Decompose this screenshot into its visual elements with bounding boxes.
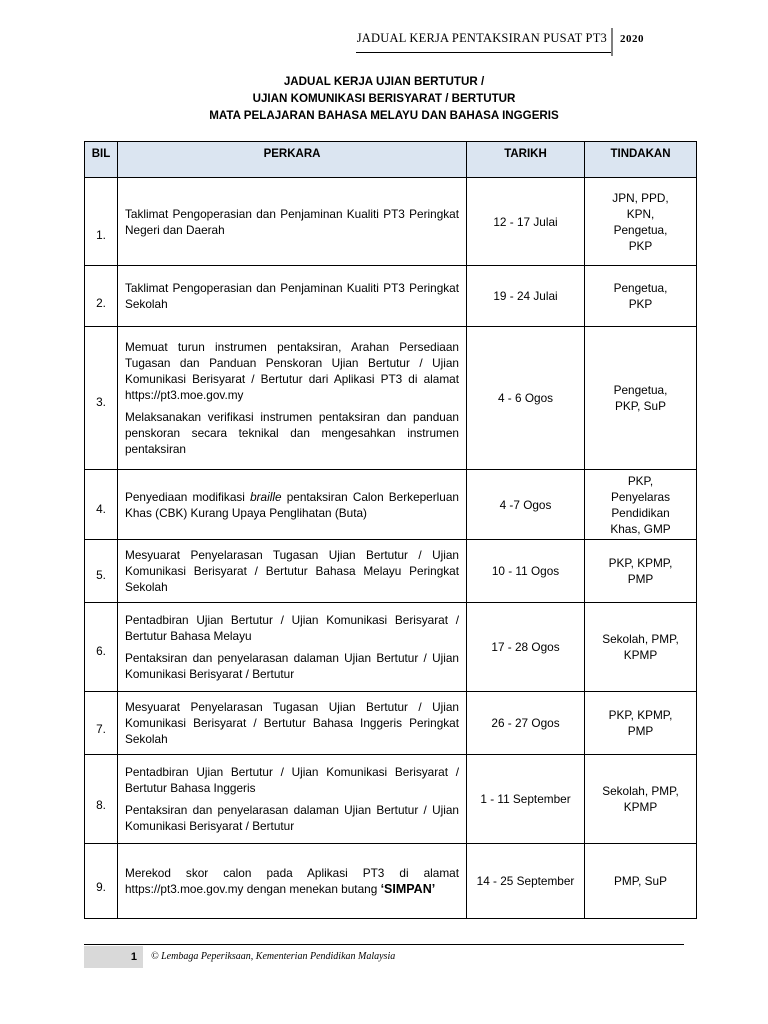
title-line-1: JADUAL KERJA UJIAN BERTUTUR / [283,75,485,88]
document-title [0,73,768,124]
cell-tindakan [585,327,697,470]
col-header-bil: BIL [85,142,118,178]
cell-bil: 5. [85,540,118,603]
cell-perkara [118,178,467,266]
tindakan-line: Pengetua, [613,222,668,237]
simpan-label: ‘SIMPAN’ [380,882,436,896]
tindakan-line: PKP [628,297,653,311]
tindakan-line: PKP [628,238,653,253]
tindakan-line: JPN, PPD, [612,190,669,205]
cell-tarikh: 12 - 17 Julai [467,178,585,266]
perkara-text-pre: Penyediaan modifikasi [125,489,251,504]
cell-tindakan [585,844,697,919]
page-number-box [84,946,143,968]
tindakan-line: Pendidikan [611,505,670,520]
perkara-text: Pentadbiran Ujian Bertutur / Ujian Komunikasi Berisyarat / Bertutur Bahasa Melayu [125,613,459,643]
table-row [85,755,697,844]
cell-tindakan [585,603,697,692]
table-row [85,327,697,470]
schedule-table [84,141,697,919]
header-divider [611,28,613,56]
perkara-text: Pentadbiran Ujian Bertutur / Ujian Komunikasi Berisyarat / Bertutur Bahasa Inggeris [125,765,459,795]
table-row [85,540,697,603]
cell-tarikh: 14 - 25 September [467,844,585,919]
cell-tindakan [585,755,697,844]
perkara-text: Taklimat Pengoperasian dan Penjaminan Kualiti PT3 Peringkat Negeri dan Daerah [125,206,459,237]
table-row [85,692,697,755]
header-year: 2020 [620,33,644,45]
header-title: JADUAL KERJA PENTAKSIRAN PUSAT PT3 [356,31,607,45]
cell-tindakan [585,692,697,755]
col-header-tarikh: TARIKH [467,142,585,178]
tindakan-line: PKP, [627,473,654,488]
perkara-text: Mesyuarat Penyelarasan Tugasan Ujian Bertutur / Ujian Komunikasi Berisyarat / Bertutur Bahasa Inggeris Peringkat Sekolah [125,700,459,746]
perkara-text-post: pentaksiran Calon Berkeperluan Khas (CBK) Kurang Upaya Penglihatan (Buta) [125,489,459,520]
tindakan-line: KPMP [623,648,658,662]
table-row [85,178,697,266]
perkara-text [125,489,459,521]
tindakan-line: Sekolah, PMP, [602,784,679,798]
cell-bil: 8. [85,755,118,844]
cell-tindakan [585,540,697,603]
table-row [85,266,697,327]
col-header-tindakan: TINDAKAN [585,142,697,178]
perkara-text: Mesyuarat Penyelarasan Tugasan Ujian Bertutur / Ujian Komunikasi Berisyarat / Bertutur Bahasa Melayu Peringkat Sekolah [125,548,459,594]
header-rule [356,52,613,53]
cell-bil: 1. [85,178,118,266]
footer-rule [84,944,684,945]
cell-tindakan [585,178,697,266]
tindakan-line: Sekolah, PMP, [602,632,679,646]
cell-tarikh: 4 - 6 Ogos [467,327,585,470]
cell-bil: 4. [85,470,118,540]
tindakan-line: Penyelaras [610,489,671,504]
perkara-text: Melaksanakan verifikasi instrumen pentaksiran dan panduan penskoran secara teknikal dan mengesahkan instrumen pentaksiran [125,410,459,456]
cell-perkara [118,844,467,919]
cell-bil: 9. [85,844,118,919]
table-row [85,470,697,540]
title-line-2: UJIAN KOMUNIKASI BERISYARAT / BERTUTUR [252,92,516,105]
tindakan-line: PKP, SuP [615,399,666,413]
cell-bil: 2. [85,266,118,327]
table-row [85,844,697,919]
cell-perkara [118,266,467,327]
tindakan-line: Pengetua, [613,281,668,295]
cell-tarikh: 26 - 27 Ogos [467,692,585,755]
cell-bil: 3. [85,327,118,470]
tindakan-line: PMP [627,572,654,586]
tindakan-line: PMP [627,724,654,738]
table-row [85,603,697,692]
cell-tarikh: 4 -7 Ogos [467,470,585,540]
perkara-text: Memuat turun instrumen pentaksiran, Arahan Persediaan Tugasan dan Panduan Penskoran Ujian Bertutur / Ujian Komunikasi Berisyarat / Bertutur dari Aplikasi PT3 di alamat https://pt3.moe.gov.my [125,340,459,402]
cell-perkara [118,755,467,844]
tindakan-line: KPMP [623,800,658,814]
tindakan-line: PMP, SuP [614,874,667,888]
perkara-text: Taklimat Pengoperasian dan Penjaminan Kualiti PT3 Peringkat Sekolah [125,281,459,311]
perkara-text: Pentaksiran dan penyelarasan dalaman Ujian Bertutur / Ujian Komunikasi Berisyarat / Bertutur [125,803,459,833]
perkara-text-em: braille [250,489,282,504]
tindakan-line: PKP, KPMP, [608,556,673,570]
cell-tindakan [585,266,697,327]
cell-bil: 7. [85,692,118,755]
cell-tarikh: 10 - 11 Ogos [467,540,585,603]
cell-tindakan [585,470,697,540]
cell-tarikh: 19 - 24 Julai [467,266,585,327]
cell-bil: 6. [85,603,118,692]
page-header [0,0,768,56]
perkara-text: Pentaksiran dan penyelarasan dalaman Ujian Bertutur / Ujian Komunikasi Berisyarat / Bertutur [125,651,459,681]
tindakan-line: Pengetua, [613,383,668,397]
cell-perkara [118,540,467,603]
tindakan-line: PKP, KPMP, [608,708,673,722]
perkara-text-main: Merekod skor calon pada Aplikasi PT3 di alamat https://pt3.moe.gov.my dengan menekan butang [125,866,459,896]
tindakan-line: KPN, [626,206,655,221]
perkara-text [125,865,459,897]
title-line-3: MATA PELAJARAN BAHASA MELAYU DAN BAHASA INGGERIS [209,109,559,122]
cell-perkara [118,692,467,755]
cell-perkara [118,327,467,470]
table-header-row [85,142,697,178]
page-number: 1 [130,951,137,963]
tindakan-line: Khas, GMP [610,521,671,536]
cell-tarikh: 1 - 11 September [467,755,585,844]
cell-tarikh: 17 - 28 Ogos [467,603,585,692]
cell-perkara [118,603,467,692]
cell-perkara [118,470,467,540]
footer-copyright: © Lembaga Peperiksaan, Kementerian Pendidikan Malaysia [151,951,396,962]
col-header-perkara: PERKARA [118,142,467,178]
